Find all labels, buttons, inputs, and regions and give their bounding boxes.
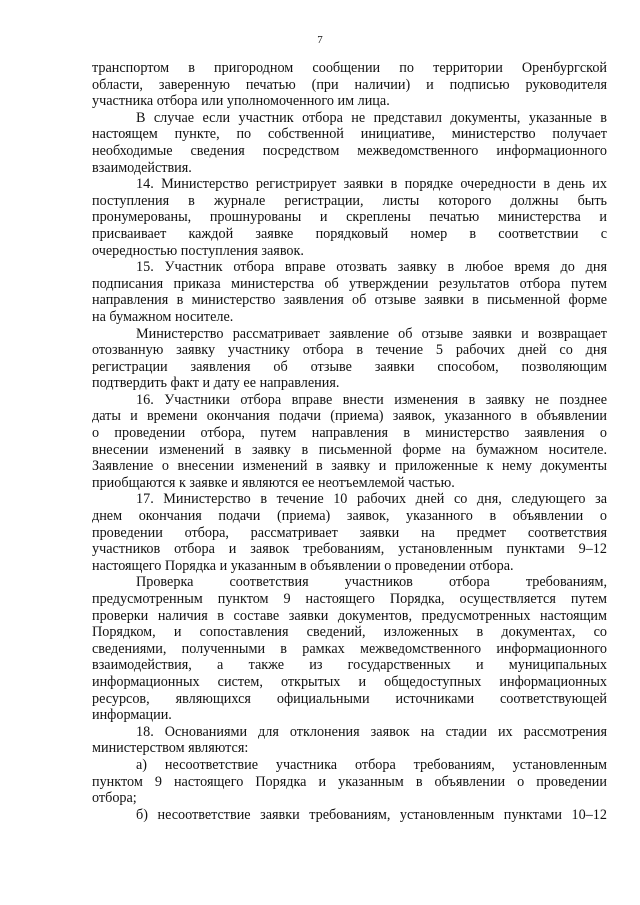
text-line: настоящего Порядка и указанным в объявлении о проведении отбора. <box>92 557 514 574</box>
document-body <box>92 60 607 823</box>
text-line: внесении изменений в заявку в письменной форме на бумажном носителе. <box>92 441 607 458</box>
text-line: Порядком, и сопоставления сведений, изложенных в документах, со <box>92 624 607 641</box>
text-line: присваивает каждой заявке порядковый номер в соответствии с <box>92 225 607 242</box>
text-line: В случае если участник отбора не представил документы, указанные в <box>136 109 607 126</box>
text-line: Министерство рассматривает заявление об отзыве заявки и возвращает <box>136 325 607 342</box>
text-line: очередностью поступления заявок. <box>92 242 304 259</box>
page-number: 7 <box>317 34 323 46</box>
text-line: предусмотренным пунктом 9 настоящего Порядка, осуществляется путем <box>92 591 607 607</box>
text-line: необходимые сведения посредством межведомственного информационного <box>92 142 607 159</box>
text-line: сведениями, полученными в рамках межведомственного информационного <box>92 640 607 657</box>
text-line: пронумерованы, прошнурованы и скреплены печатью министерства и <box>92 209 607 226</box>
text-line: ресурсов, являющихся официальными источниками соответствующей <box>92 690 607 707</box>
paragraph <box>92 60 607 110</box>
text-line: проверки наличия в составе заявки документов, предусмотренных настоящим <box>92 607 607 624</box>
text-line: днем окончания подачи (приема) заявок, указанного в объявлении о <box>92 508 607 525</box>
text-line: взаимодействия, а также из государственных и муниципальных <box>92 657 607 674</box>
text-line: министерством являются: <box>92 740 249 757</box>
text-line: Проверка соответствия участников отбора требованиям, <box>136 574 607 591</box>
text-line: взаимодействия. <box>92 159 192 176</box>
text-line: 18. Основаниями для отклонения заявок на стадии их рассмотрения <box>136 723 607 740</box>
text-line: 15. Участник отбора вправе отозвать заявку в любое время до дня <box>136 259 607 276</box>
paragraph <box>92 724 607 757</box>
text-line: приобщаются к заявке и являются ее неотъемлемой частью. <box>92 474 455 491</box>
paragraph <box>92 491 607 574</box>
text-line: о проведении отбора, путем направления в министерство заявления о <box>92 425 607 442</box>
text-line: а) несоответствие участника отбора требованиям, установленным <box>136 756 607 773</box>
text-line: области, заверенную печатью (при наличии) и подписью руководителя <box>92 76 607 93</box>
paragraph <box>92 326 607 392</box>
text-line: Заявление о внесении изменений в заявку и приложенные к нему документы <box>92 458 607 475</box>
text-line: информационных систем, открытых и общедоступных информационных <box>92 673 607 690</box>
text-line: информации. <box>92 707 172 724</box>
text-line: б) несоответствие заявки требованиям, установленным пунктами 10–12 <box>136 806 607 823</box>
text-line: 16. Участники отбора вправе внести изменения в заявку не позднее <box>136 391 607 408</box>
text-line: даты и времени окончания подачи (приема) заявок, указанного в объявлении <box>92 408 607 425</box>
text-line: регистрации заявления об отзыве заявки способом, позволяющим <box>92 358 607 375</box>
text-line: подтвердить факт и дату ее направления. <box>92 375 340 392</box>
paragraph <box>92 259 607 325</box>
text-line: настоящем пункте, по собственной инициативе, министерство получает <box>92 126 607 143</box>
text-line: подписания приказа министерства об утверждении результатов отбора путем <box>92 275 607 292</box>
text-line: транспортом в пригородном сообщении по территории Оренбургской <box>92 60 607 76</box>
text-line: участников отбора и заявок требованиям, установленным пунктами 9–12 <box>92 541 607 558</box>
text-line: направления в министерство заявления об отзыве заявки в письменной форме <box>92 292 607 309</box>
text-line: проведении отбора, рассматривает заявки на предмет соответствия <box>92 524 607 541</box>
paragraph <box>92 807 607 824</box>
text-line: 17. Министерство в течение 10 рабочих дней со дня, следующего за <box>136 491 607 508</box>
text-line: поступления в журнале регистрации, листы которого должны быть <box>92 192 607 209</box>
text-line: на бумажном носителе. <box>92 308 234 325</box>
paragraph <box>92 110 607 176</box>
text-line: участника отбора или уполномоченного им лица. <box>92 93 390 110</box>
text-line: 14. Министерство регистрирует заявки в порядке очередности в день их <box>136 176 607 193</box>
text-line: отбора; <box>92 790 137 807</box>
paragraph <box>92 392 607 492</box>
text-line: отозванную заявку участнику отбора в течение 5 рабочих дней со дня <box>92 342 607 359</box>
paragraph <box>92 176 607 259</box>
paragraph <box>92 757 607 807</box>
paragraph <box>92 574 607 723</box>
text-line: пунктом 9 настоящего Порядка и указанным в объявлении о проведении <box>92 773 607 790</box>
